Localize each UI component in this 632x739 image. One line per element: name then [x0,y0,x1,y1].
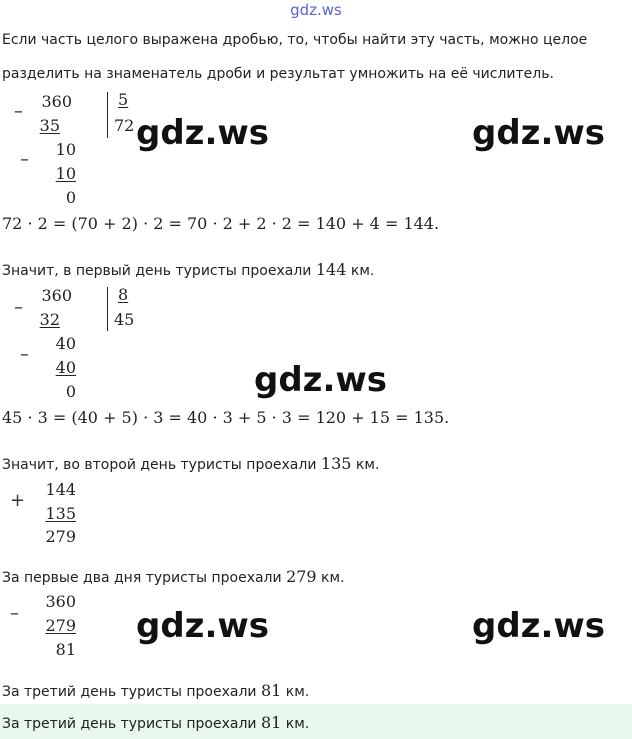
minus-sign: – [14,297,23,318]
addend-1: 144 [45,480,76,499]
calculation-1: 72 · 2 = (70 + 2) · 2 = 70 · 2 + 2 · 2 = 140 + 4 = 144. [2,214,440,233]
addend-2: 135 [45,504,76,523]
calculation-2: 45 · 3 = (40 + 5) · 3 = 40 · 3 + 5 · 3 = 120 + 15 = 135. [2,408,450,427]
two-days-value: 279 [286,567,317,586]
day3-text-pre: За третий день туристы проехали [2,684,261,700]
minus-sign: – [20,344,29,365]
difference: 81 [55,640,76,659]
answer-value: 81 [260,713,282,732]
day1-text-pre: Значит, в первый день туристы проехали [2,263,316,279]
two-days-text [2,567,345,586]
day2-text-pre: Значит, во второй день туристы проехали [2,457,321,473]
minus-sign: – [20,149,29,170]
day3-value: 81 [260,681,282,700]
answer-text [2,713,309,732]
remainder: 10 [55,140,76,159]
watermark: gdz.ws [472,606,606,646]
result: 0 [65,188,76,207]
intro-text-line-1: Если часть целого выражена дробью, то, чтобы найти эту часть, можно целое [2,32,588,48]
division-bar [107,92,108,138]
plus-sign: + [10,490,26,511]
day1-text-post: км. [346,263,375,279]
divisor: 8 [118,285,129,304]
day2-text [2,454,379,473]
watermark: gdz.ws [254,360,388,400]
subtrahend: 32 [39,310,60,329]
day2-value: 135 [320,454,352,473]
answer-text-post: км. [281,716,310,732]
watermark: gdz.ws [136,606,270,646]
watermark: gdz.ws [472,113,606,153]
minus-sign: – [14,101,23,122]
answer-text-pre: За третий день туристы проехали [2,716,261,732]
minuend: 360 [45,592,76,611]
day2-text-post: км. [351,457,380,473]
two-days-text-post: км. [316,570,345,586]
subtrahend: 35 [39,116,60,135]
day1-value: 144 [315,260,347,279]
division-bar [107,287,108,331]
result: 0 [65,382,76,401]
quotient: 45 [114,310,135,329]
two-days-text-pre: За первые два дня туристы проехали [2,570,287,586]
subtrahend: 10 [55,164,76,183]
quotient: 72 [114,116,135,135]
day1-text [2,260,374,279]
day3-text-post: км. [281,684,310,700]
subtrahend: 279 [45,616,76,635]
site-header-link[interactable]: gdz.ws [290,1,342,19]
intro-text-line-2: разделить на знаменатель дроби и результат умножить на её числитель. [2,66,554,82]
divisor: 5 [118,90,129,109]
remainder: 40 [55,334,76,353]
watermark: gdz.ws [136,113,270,153]
subtrahend: 40 [55,358,76,377]
dividend: 360 [41,92,72,111]
day3-text [2,681,309,700]
sum: 279 [45,527,76,546]
minus-sign: – [10,603,19,624]
dividend: 360 [41,286,72,305]
